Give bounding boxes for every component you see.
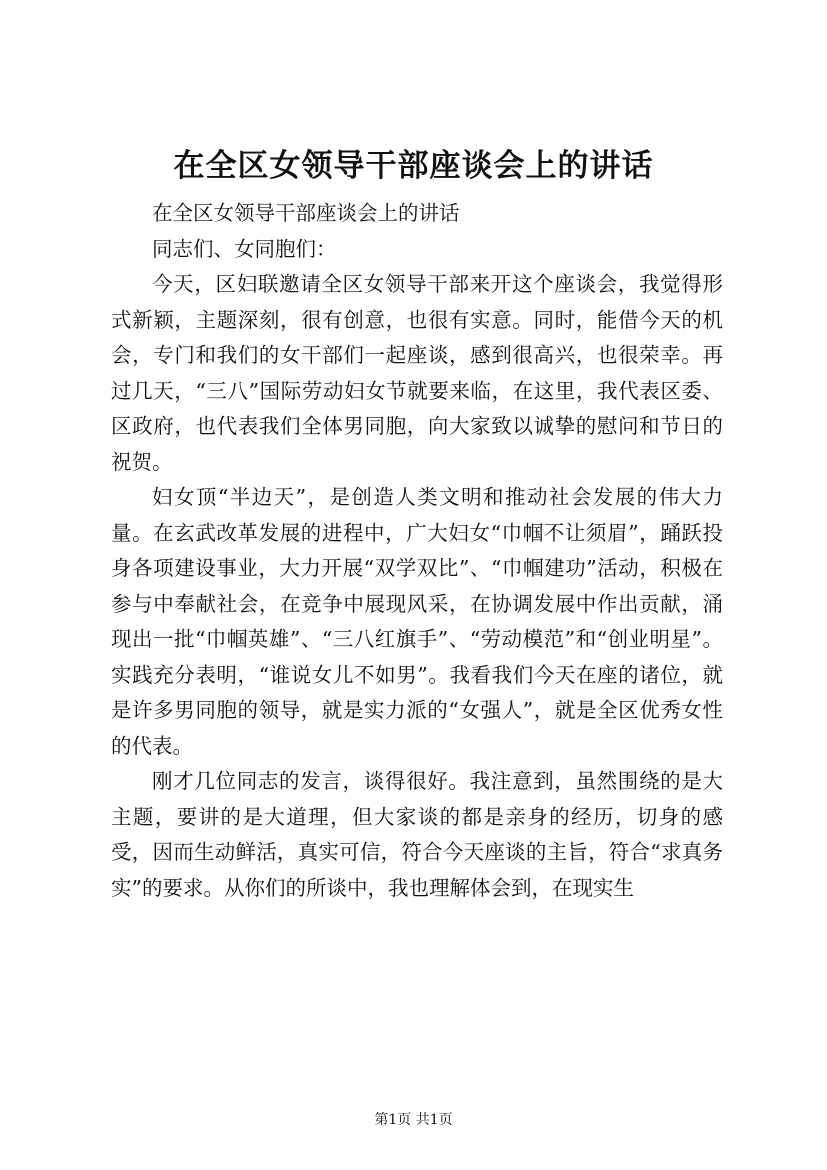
document-body <box>111 196 723 906</box>
page-footer: 第1页 共1页 <box>374 1112 453 1128</box>
body-paragraph: 刚才几位同志的发言，谈得很好。我注意到，虽然围绕的是大主题，要讲的是大道理，但大家谈的都是亲身的经历，切身的感受，因而生动鲜活，真实可信，符合今天座谈的主旨，符合“求真务实”的要求。从你们的所谈中，我也理解体会到，在现实生 <box>111 769 723 900</box>
document-title: 在全区女领导干部座谈会上的讲话 <box>173 148 654 184</box>
body-paragraph: 妇女顶“半边天”，是创造人类文明和推动社会发展的伟大力量。在玄武改革发展的进程中，广大妇女“巾帼不让须眉”，踊跃投身各项建设事业，大力开展“双学双比”、“巾帼建功”活动，积极在参与中奉献社会，在竞争中展现风采，在协调发展中作出贡献，涌现出一批“巾帼英雄”、“三八红旗手”、“劳动模范”和“创业明星”。实践充分表明，“谁说女儿不如男”。我看我们今天在座的诸位，就是许多男同胞的领导，就是实力派的“女强人”，就是全区优秀女性的代表。 <box>111 485 723 758</box>
salutation-paragraph: 同志们、女同胞们： <box>152 236 337 261</box>
body-paragraph: 今天，区妇联邀请全区女领导干部来开这个座谈会，我觉得形式新颖，主题深刻，很有创意，也很有实意。同时，能借今天的机会，专门和我们的女干部们一起座谈，感到很高兴，也很荣幸。再过几天，“三八”国际劳动妇女节就要来临，在这里，我代表区委、区政府，也代表我们全体男同胞，向大家致以诚挚的慰问和节日的祝贺。 <box>111 272 723 474</box>
subtitle-paragraph: 在全区女领导干部座谈会上的讲话 <box>152 201 460 225</box>
